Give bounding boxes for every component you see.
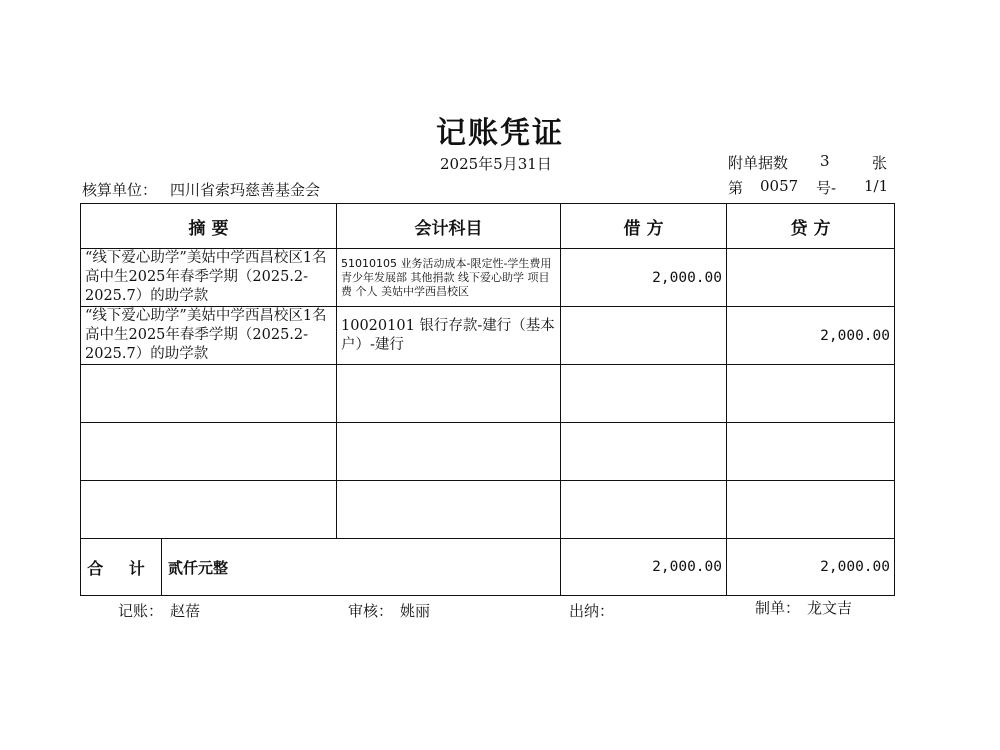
unit-name: 四川省索玛慈善基金会 (170, 181, 321, 199)
total-cell (81, 539, 561, 596)
voucher-table (80, 203, 895, 596)
total-credit: 2,000.00 (727, 539, 895, 596)
empty-cell (727, 365, 895, 423)
row-credit (727, 249, 895, 307)
page-indicator: 1/1 (864, 177, 889, 195)
empty-cell (561, 481, 727, 539)
row-account: 10020101 银行存款-建行（基本户）-建行 (337, 307, 561, 365)
row-account: 51010105 业务活动成本-限定性-学生费用 青少年发展部 其他捐款 线下爱心助学 项目费 个人 美姑中学西昌校区 (337, 249, 561, 307)
empty-cell (337, 481, 561, 539)
empty-cell (81, 365, 337, 423)
row-credit: 2,000.00 (727, 307, 895, 365)
table-row-empty (81, 481, 895, 539)
voucher-suffix: 号- (816, 179, 837, 197)
row-debit (561, 307, 727, 365)
attachments-unit: 张 (872, 154, 888, 172)
table-row-empty (81, 365, 895, 423)
total-row (81, 539, 895, 596)
row-debit: 2,000.00 (561, 249, 727, 307)
table-row (81, 249, 895, 307)
total-label: 合 计 (81, 539, 162, 595)
bookkeeper-name: 赵蓓 (170, 602, 201, 620)
empty-cell (337, 365, 561, 423)
empty-cell (337, 423, 561, 481)
voucher-title: 记账凭证 (436, 116, 564, 151)
voucher-date: 2025年5月31日 (440, 155, 552, 173)
empty-cell (727, 481, 895, 539)
preparer-label: 制单： (755, 599, 801, 617)
table-row-empty (81, 423, 895, 481)
empty-cell (81, 423, 337, 481)
bookkeeper-label: 记账： (118, 602, 164, 620)
reviewer-label: 审核： (348, 602, 394, 620)
table-row (81, 307, 895, 365)
empty-cell (81, 481, 337, 539)
total-debit: 2,000.00 (561, 539, 727, 596)
voucher-prefix: 第 (728, 179, 744, 197)
col-header-debit: 借 方 (561, 204, 727, 249)
preparer-name: 龙文吉 (807, 599, 853, 617)
row-summary: “线下爱心助学”美姑中学西昌校区1名高中生2025年春季学期（2025.2-2025.7）的助学款 (81, 249, 337, 307)
col-header-summary: 摘 要 (81, 204, 337, 249)
voucher-number: 0057 (760, 177, 799, 195)
col-header-credit: 贷 方 (727, 204, 895, 249)
empty-cell (561, 423, 727, 481)
row-summary: “线下爱心助学”美姑中学西昌校区1名高中生2025年春季学期（2025.2-2025.7）的助学款 (81, 307, 337, 365)
empty-cell (727, 423, 895, 481)
attachments-count: 3 (820, 152, 830, 170)
unit-label: 核算单位： (82, 181, 158, 199)
cashier-label: 出纳： (569, 602, 615, 620)
reviewer-name: 姚丽 (400, 602, 431, 620)
table-header-row (81, 204, 895, 249)
total-in-words: 贰仟元整 (168, 558, 229, 577)
col-header-account: 会计科目 (337, 204, 561, 249)
attachments-label: 附单据数 (728, 154, 789, 172)
empty-cell (561, 365, 727, 423)
